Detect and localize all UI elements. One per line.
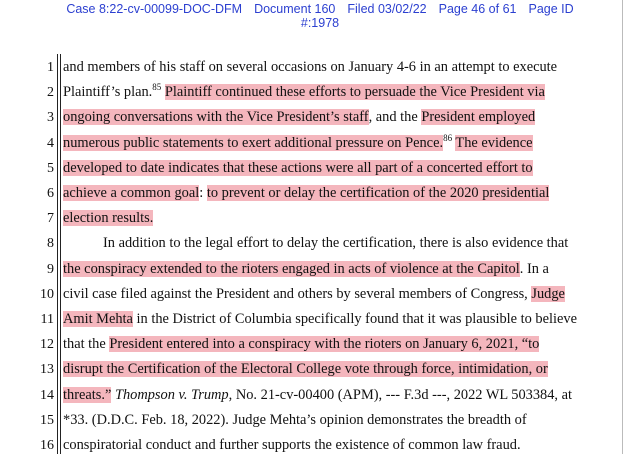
- line-number: 15: [40, 412, 54, 428]
- text-segment: Plaintiff’s plan.: [63, 84, 153, 101]
- line-text: [63, 83, 545, 101]
- line-text: [63, 108, 535, 126]
- highlighted-text: threats.”: [63, 386, 112, 403]
- line-number: 14: [40, 387, 54, 403]
- line-text: [63, 285, 565, 303]
- line-number: 16: [40, 438, 54, 453]
- line-text: [63, 335, 539, 353]
- text-segment: . In a: [519, 260, 549, 277]
- line-number: 7: [47, 211, 54, 227]
- text-segment: :: [199, 185, 207, 201]
- line-number: 1: [47, 60, 54, 75]
- text-segment: civil case filed against the President and others by several members of Congress,: [63, 285, 532, 302]
- header-line-1: [0, 2, 640, 16]
- case-number: Case 8:22-cv-00099-DOC-DFM: [66, 2, 243, 16]
- text-line: [0, 283, 640, 307]
- line-number: 6: [47, 186, 54, 201]
- text-line: [0, 81, 640, 105]
- line-text: [103, 234, 568, 252]
- text-segment: , No. 21-cv-00400 (APM), --- F.3d ---, 2022 WL 503384, at: [228, 386, 573, 403]
- highlighted-text: President entered into a conspiracy with the rioters on January 6, 2021, “to: [109, 336, 540, 353]
- line-number: 9: [47, 261, 54, 277]
- text-line: [0, 232, 640, 256]
- text-line: [0, 56, 640, 80]
- document-header: [0, 0, 640, 34]
- page-id-label: Page ID: [528, 2, 574, 16]
- line-number: 10: [40, 286, 54, 302]
- line-number: 3: [47, 110, 54, 126]
- filed-date: Filed 03/02/22: [347, 2, 427, 16]
- line-text: [63, 386, 572, 404]
- line-text: [63, 411, 527, 429]
- text-line: [0, 384, 640, 408]
- text-line: [0, 132, 640, 156]
- highlighted-text: election results.: [63, 210, 154, 227]
- line-text: [63, 260, 549, 278]
- line-number: 4: [47, 135, 54, 151]
- line-text: [63, 58, 557, 76]
- footnote-ref: 85: [152, 82, 162, 93]
- case-citation: Thompson v. Trump: [114, 386, 229, 403]
- line-number: 13: [40, 362, 54, 378]
- highlighted-text: the conspiracy extended to the rioters engaged in acts of violence at the Capitol: [63, 260, 520, 277]
- highlighted-text: The evidence: [455, 134, 533, 151]
- highlighted-text: President employed: [421, 109, 536, 126]
- line-number: 8: [47, 236, 54, 252]
- line-number: 11: [40, 312, 54, 327]
- footnote-ref: 86: [443, 132, 453, 143]
- highlighted-text: Judge: [531, 285, 565, 302]
- text-segment: that the: [63, 336, 110, 353]
- text-line: [0, 308, 640, 332]
- highlighted-text: ongoing conversations with the Vice President’s staff: [63, 109, 369, 126]
- highlighted-text: Amit Mehta: [63, 311, 133, 327]
- text-line: [0, 409, 640, 433]
- text-line: [0, 258, 640, 282]
- line-text: [63, 209, 153, 227]
- page-count: Page 46 of 61: [438, 2, 517, 16]
- line-number: 5: [47, 160, 54, 176]
- highlighted-text: disrupt the Certification of the Electoral College vote through force, intimidation, or: [63, 361, 548, 378]
- text-line: [0, 182, 640, 206]
- highlighted-text: developed to date indicates that these actions were all part of a concerted effort to: [63, 159, 533, 176]
- text-segment: conspiratorial conduct and further supports the existence of common law fraud.: [63, 437, 521, 453]
- text-segment: *33. (D.D.C. Feb. 18, 2022). Judge Mehta’s opinion demonstrates the breadth of: [63, 411, 527, 428]
- line-text: [63, 436, 521, 454]
- highlighted-text: achieve a common goal: [63, 185, 200, 201]
- text-line: [0, 157, 640, 181]
- line-text: [63, 134, 533, 152]
- page-id-number: #:1978: [300, 16, 340, 30]
- text-line: [0, 106, 640, 130]
- line-number: 2: [47, 85, 54, 101]
- text-segment: and members of his staff on several occasions on January 4-6 in an attempt to execute: [63, 59, 558, 75]
- line-text: [63, 310, 577, 328]
- line-text: [63, 159, 533, 177]
- text-line: [0, 333, 640, 357]
- document-number: Document 160: [254, 2, 336, 16]
- text-segment: In addition to the legal effort to delay the certification, there is also evidence that: [103, 235, 569, 252]
- line-text: [63, 360, 548, 378]
- text-line: [0, 358, 640, 382]
- text-segment: in the District of Columbia specifically found that it was plausible to believe: [132, 311, 577, 327]
- text-line: [0, 434, 640, 458]
- highlighted-text: Plaintiff continued these efforts to persuade the Vice President via: [164, 84, 545, 101]
- text-line: [0, 207, 640, 231]
- text-segment: , and the: [368, 109, 422, 126]
- highlighted-text: to prevent or delay the certification of the 2020 presidential: [206, 185, 550, 201]
- line-number: 12: [40, 337, 54, 353]
- highlighted-text: numerous public statements to exert additional pressure on Pence.: [63, 134, 444, 151]
- line-text: [63, 184, 549, 202]
